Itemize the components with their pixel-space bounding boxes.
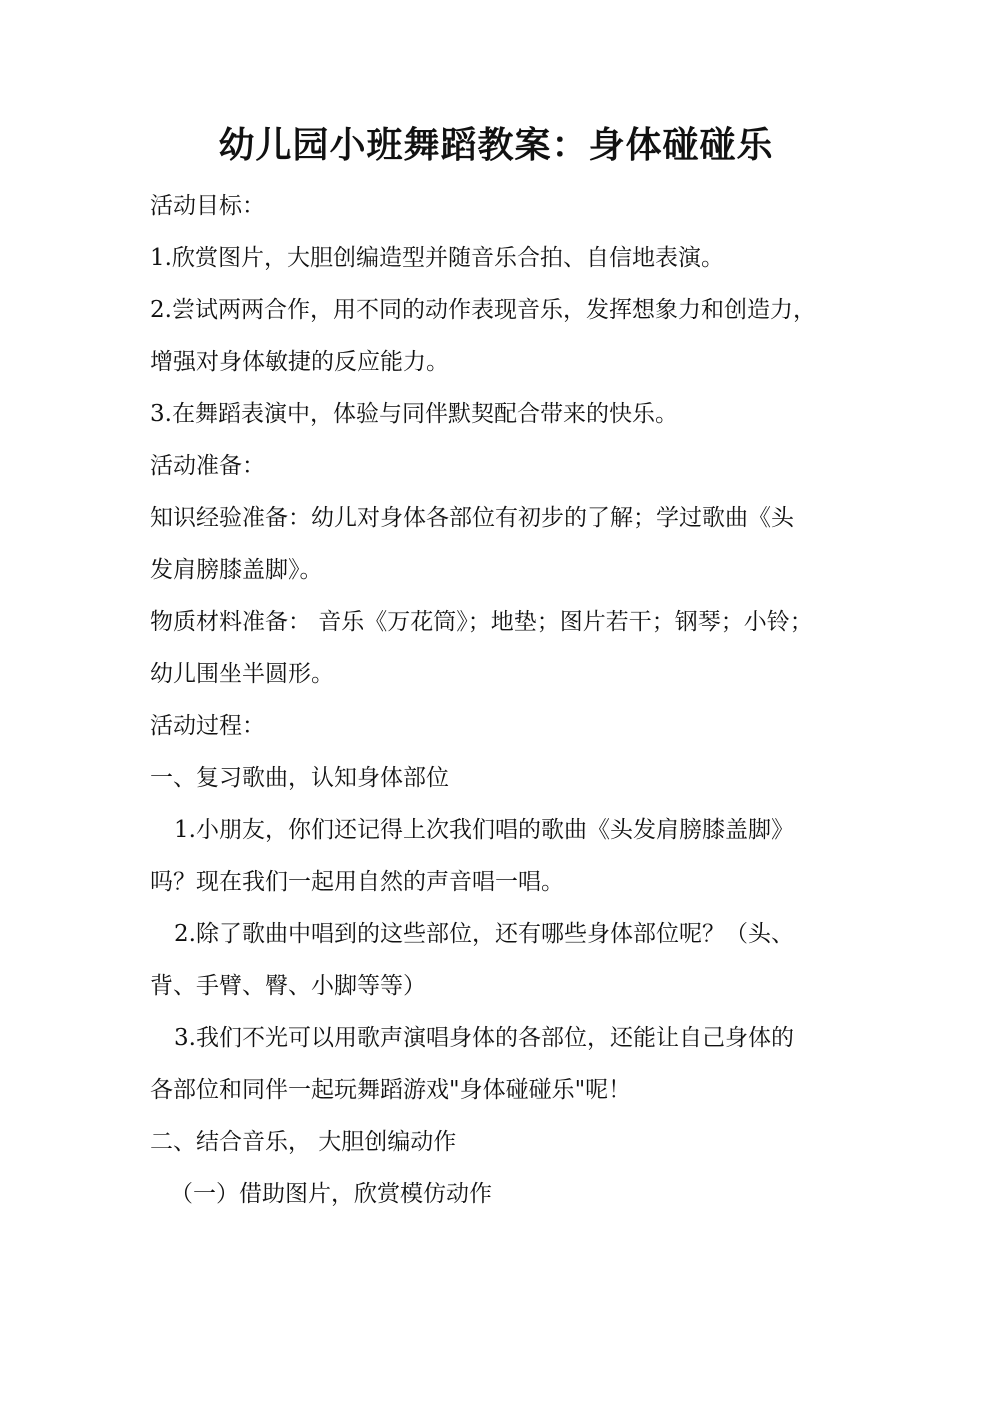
- process-step-2-continued: 背、手臂、臀、小脚等等）: [150, 973, 426, 999]
- knowledge-preparation: 知识经验准备：幼儿对身体各部位有初步的了解；学过歌曲《头: [150, 505, 794, 531]
- goal-item-3: 3.在舞蹈表演中，体验与同伴默契配合带来的快乐。: [150, 401, 678, 427]
- process-step-3: 3.我们不光可以用歌声演唱身体的各部位，还能让自己身体的: [174, 1025, 794, 1051]
- section-heading-preparation: 活动准备：: [150, 453, 265, 479]
- goal-item-1: 1.欣赏图片，大胆创编造型并随音乐合拍、自信地表演。: [150, 245, 724, 271]
- process-part-1-heading: 一、复习歌曲，认知身体部位: [150, 765, 449, 791]
- knowledge-preparation-continued: 发肩膀膝盖脚》。: [150, 557, 323, 583]
- document-title: 幼儿园小班舞蹈教案：身体碰碰乐: [218, 125, 774, 166]
- process-step-1-continued: 吗？现在我们一起用自然的声音唱一唱。: [150, 869, 564, 895]
- process-step-3-continued: 各部位和同伴一起玩舞蹈游戏"身体碰碰乐"呢！: [150, 1077, 632, 1103]
- process-step-2: 2.除了歌曲中唱到的这些部位，还有哪些身体部位呢？（头、: [174, 921, 794, 947]
- goal-item-2-continued: 增强对身体敏捷的反应能力。: [150, 349, 449, 375]
- document-body: [150, 180, 850, 1220]
- process-step-1: 1.小朋友，你们还记得上次我们唱的歌曲《头发肩膀膝盖脚》: [174, 817, 794, 843]
- goal-item-2: 2.尝试两两合作，用不同的动作表现音乐，发挥想象力和创造力，: [150, 297, 816, 323]
- material-preparation: 物质材料准备： 音乐《万花筒》；地垫；图片若干；钢琴；小铃；: [150, 609, 813, 635]
- process-part-2-heading: 二、结合音乐， 大胆创编动作: [150, 1129, 457, 1155]
- material-preparation-continued: 幼儿围坐半圆形。: [150, 661, 334, 687]
- section-heading-goals: 活动目标：: [150, 193, 265, 219]
- section-heading-process: 活动过程：: [150, 713, 265, 739]
- process-subsection-1-heading: （一）借助图片，欣赏模仿动作: [170, 1181, 492, 1207]
